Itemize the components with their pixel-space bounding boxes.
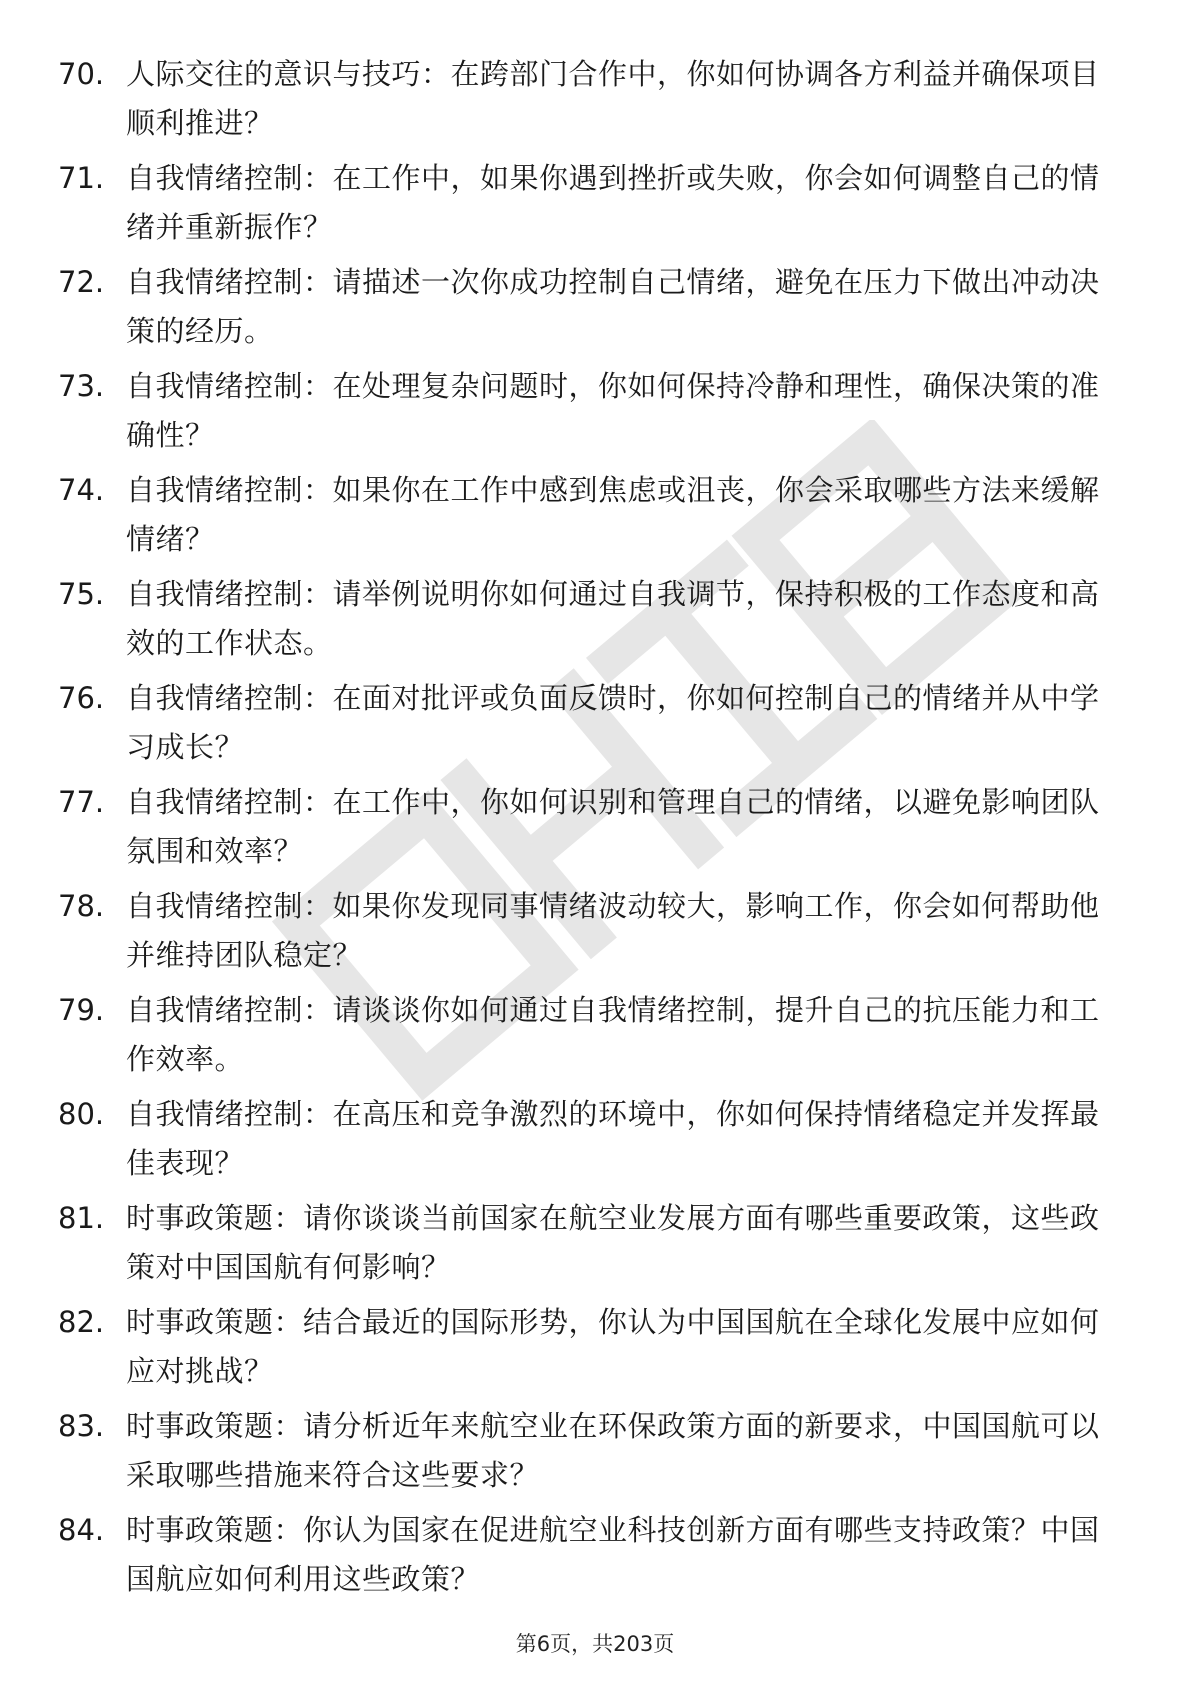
question-item — [58, 258, 1118, 362]
question-number: 84. — [58, 1513, 105, 1547]
question-number: 73. — [58, 369, 105, 403]
question-text: 时事政策题：你认为国家在促进航空业科技创新方面有哪些支持政策？中国国航应如何利用这些政策？ — [126, 1513, 1100, 1596]
question-text: 自我情绪控制：在工作中，你如何识别和管理自己的情绪，以避免影响团队氛围和效率？ — [126, 785, 1100, 868]
question-item — [58, 466, 1118, 570]
question-number: 79. — [58, 993, 105, 1027]
question-item — [58, 1298, 1118, 1402]
question-text: 时事政策题：请分析近年来航空业在环保政策方面的新要求，中国国航可以采取哪些措施来符合这些要求？ — [126, 1409, 1100, 1492]
question-item — [58, 1194, 1118, 1298]
question-text: 自我情绪控制：在处理复杂问题时，你如何保持冷静和理性，确保决策的准确性？ — [126, 369, 1100, 452]
question-item — [58, 1506, 1118, 1610]
question-item — [58, 1402, 1118, 1506]
question-item — [58, 882, 1118, 986]
question-number: 72. — [58, 265, 105, 299]
question-text: 自我情绪控制：请描述一次你成功控制自己情绪，避免在压力下做出冲动决策的经历。 — [126, 265, 1100, 348]
question-text: 自我情绪控制：如果你在工作中感到焦虑或沮丧，你会采取哪些方法来缓解情绪？ — [126, 473, 1100, 556]
question-text: 自我情绪控制：在工作中，如果你遇到挫折或失败，你会如何调整自己的情绪并重新振作？ — [126, 161, 1100, 244]
question-number: 76. — [58, 681, 105, 715]
question-number: 78. — [58, 889, 105, 923]
question-number: 81. — [58, 1201, 105, 1235]
question-number: 80. — [58, 1097, 105, 1131]
question-number: 77. — [58, 785, 105, 819]
question-number: 82. — [58, 1305, 105, 1339]
question-number: 70. — [58, 57, 105, 91]
question-number: 75. — [58, 577, 105, 611]
question-item — [58, 154, 1118, 258]
question-item — [58, 674, 1118, 778]
question-item — [58, 986, 1118, 1090]
question-list — [58, 50, 1118, 1610]
question-item — [58, 362, 1118, 466]
question-text: 人际交往的意识与技巧：在跨部门合作中，你如何协调各方利益并确保项目顺利推进？ — [126, 57, 1100, 140]
question-text: 自我情绪控制：在面对批评或负面反馈时，你如何控制自己的情绪并从中学习成长？ — [126, 681, 1100, 764]
question-text: 自我情绪控制：请谈谈你如何通过自我情绪控制，提升自己的抗压能力和工作效率。 — [126, 993, 1100, 1076]
question-number: 74. — [58, 473, 105, 507]
question-item — [58, 778, 1118, 882]
question-item — [58, 1090, 1118, 1194]
question-number: 71. — [58, 161, 105, 195]
question-text: 自我情绪控制：请举例说明你如何通过自我调节，保持积极的工作态度和高效的工作状态。 — [126, 577, 1100, 660]
question-number: 83. — [58, 1409, 105, 1443]
question-text: 自我情绪控制：在高压和竞争激烈的环境中，你如何保持情绪稳定并发挥最佳表现？ — [126, 1097, 1100, 1180]
question-text: 时事政策题：结合最近的国际形势，你认为中国国航在全球化发展中应如何应对挑战？ — [126, 1305, 1100, 1388]
question-text: 自我情绪控制：如果你发现同事情绪波动较大，影响工作，你会如何帮助他并维持团队稳定？ — [126, 889, 1100, 972]
question-item — [58, 50, 1118, 154]
page-footer: 第6页，共203页 — [515, 1632, 675, 1656]
question-text: 时事政策题：请你谈谈当前国家在航空业发展方面有哪些重要政策，这些政策对中国国航有何影响？ — [126, 1201, 1100, 1284]
question-item — [58, 570, 1118, 674]
